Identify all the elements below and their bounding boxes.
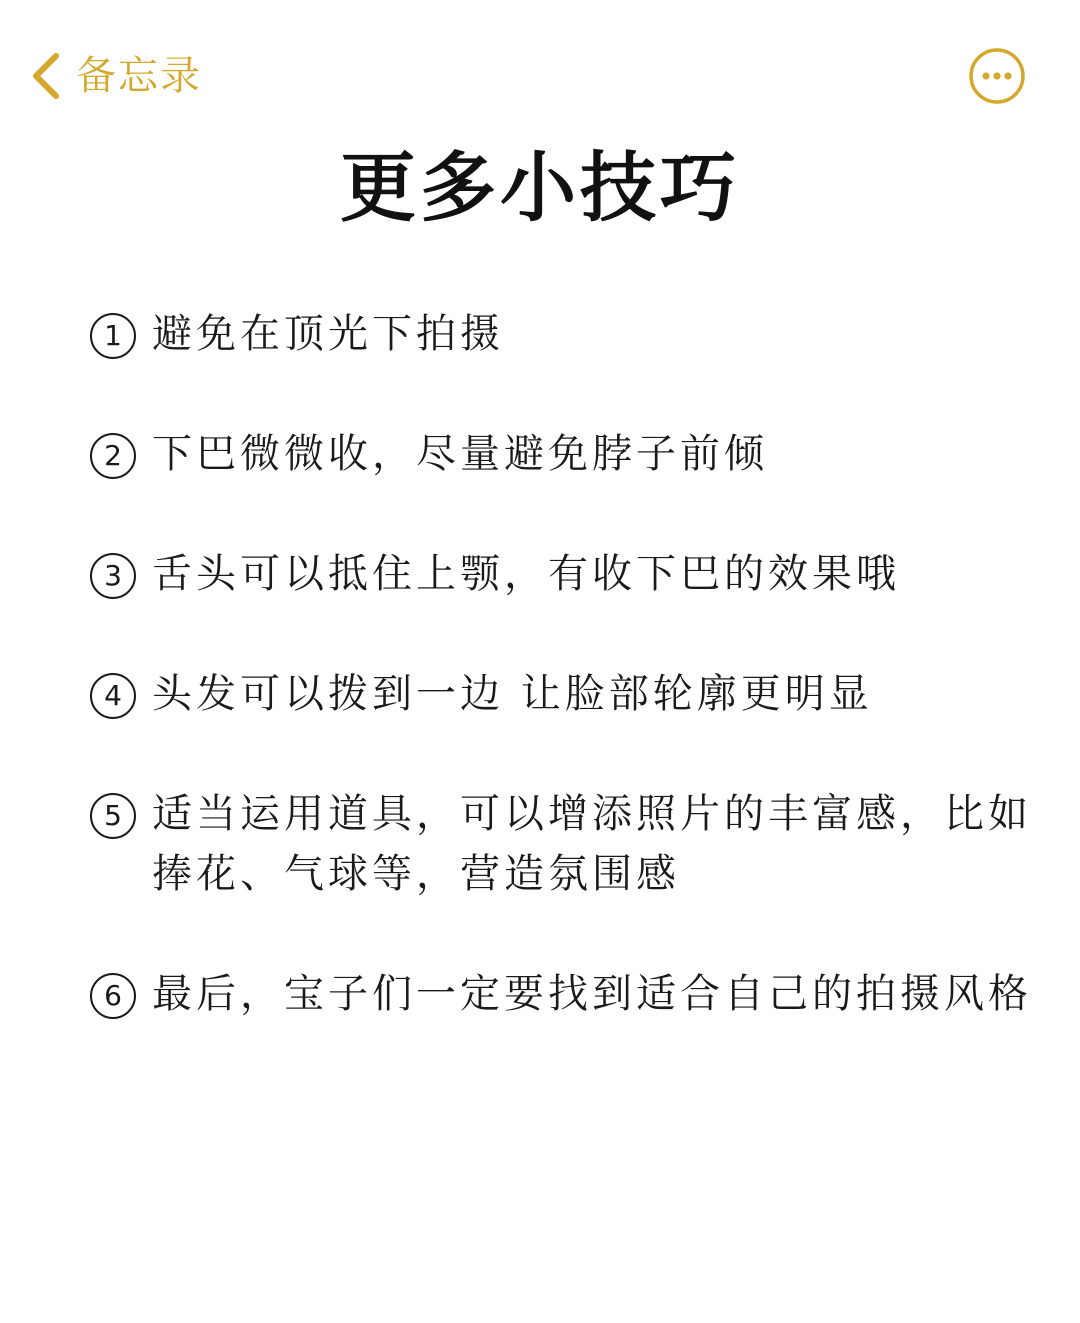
more-button[interactable]: [968, 47, 1026, 105]
item-text: 适当运用道具，可以增添照片的丰富感，比如捧花、气球等，营造氛围感: [152, 791, 1032, 897]
item-text: 避免在顶光下拍摄: [152, 311, 504, 357]
list-item: [90, 304, 1050, 364]
list-item: [90, 964, 1050, 1024]
list-item: [90, 664, 1050, 724]
back-button[interactable]: [28, 44, 202, 108]
list-item: [90, 424, 1050, 484]
item-number: 4: [90, 673, 136, 719]
item-text: 下巴微微收，尽量避免脖子前倾: [152, 431, 768, 477]
back-label: 备忘录: [76, 53, 202, 99]
item-number: 5: [90, 793, 136, 839]
list-item: [90, 784, 1050, 904]
item-number: 2: [90, 433, 136, 479]
item-text: 最后，宝子们一定要找到适合自己的拍摄风格: [152, 971, 1032, 1017]
item-text: 头发可以拨到一边 让脸部轮廓更明显: [152, 671, 873, 717]
ellipsis-circle-icon: [968, 47, 1026, 105]
item-text: 舌头可以抵住上颚，有收下巴的效果哦: [152, 551, 900, 597]
item-number: 1: [90, 313, 136, 359]
chevron-left-icon: [28, 50, 62, 102]
page-title: 更多小技巧: [340, 143, 740, 232]
navigation-bar: [0, 0, 1080, 150]
item-number: 3: [90, 553, 136, 599]
list-item: [90, 544, 1050, 604]
item-number: 6: [90, 973, 136, 1019]
